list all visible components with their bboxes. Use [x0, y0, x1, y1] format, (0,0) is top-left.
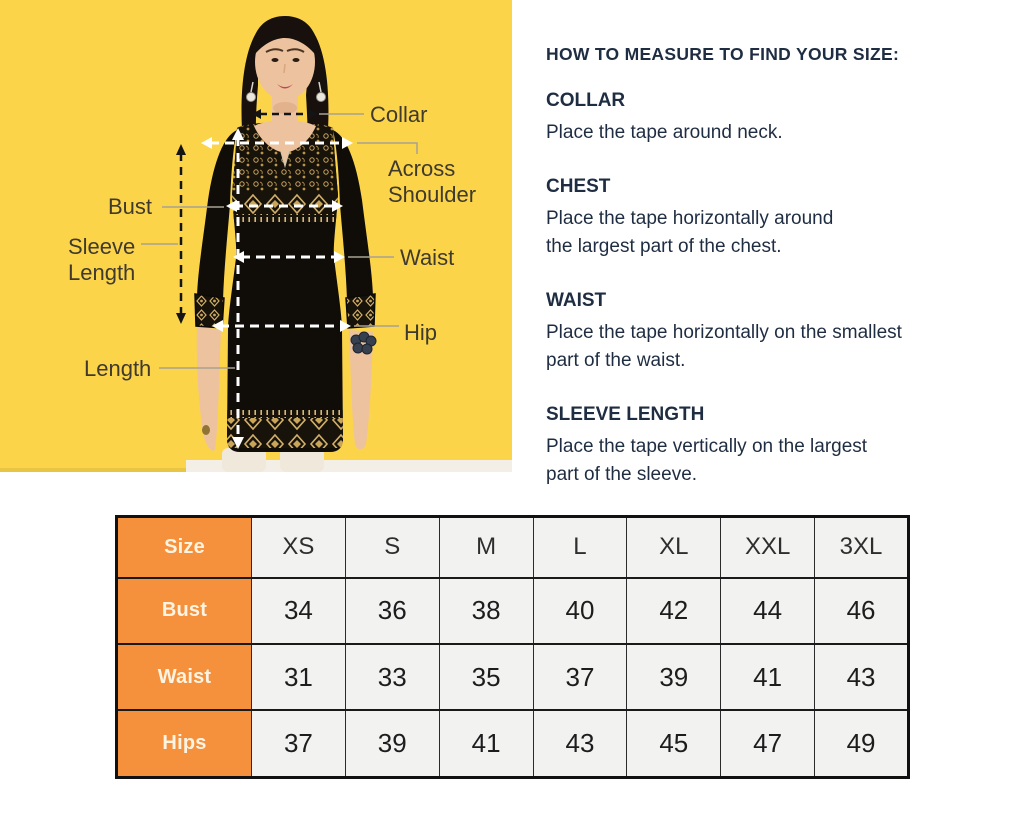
- measurement-diagram-panel: [0, 0, 512, 472]
- nose: [284, 64, 285, 73]
- sleeve-cuff: [346, 294, 375, 328]
- section-text: part of the sleeve.: [546, 464, 698, 485]
- ring: [202, 425, 210, 435]
- measurement-value: 42: [627, 578, 721, 644]
- measurement-value: 44: [721, 578, 815, 644]
- sleeve-length-label-line2: Length: [68, 260, 136, 285]
- instruction-section-waist: [546, 290, 986, 375]
- section-heading: COLLAR: [546, 90, 626, 111]
- size-chart-row-hips: [117, 710, 909, 777]
- size-chart-corner-cell: Size: [117, 517, 252, 578]
- size-chart-table: [115, 515, 910, 779]
- size-chart-row-waist: [117, 644, 909, 710]
- size-column-header: S: [345, 517, 439, 578]
- measurement-value: 37: [533, 644, 627, 710]
- measurement-value: 38: [439, 578, 533, 644]
- size-chart-row-bust: [117, 578, 909, 644]
- section-text: Place the tape vertically on the largest: [546, 436, 868, 457]
- section-heading: WAIST: [546, 290, 607, 311]
- model-measurement-illustration: [0, 0, 512, 472]
- sleeve-length-label-line1: Sleeve: [68, 234, 136, 259]
- across-shoulder-label-line2: Shoulder: [388, 182, 477, 207]
- size-column-header: XS: [252, 517, 346, 578]
- measurement-value: 39: [345, 710, 439, 777]
- measurement-value: 34: [252, 578, 346, 644]
- row-label: Bust: [117, 578, 252, 644]
- measurement-value: 43: [815, 644, 909, 710]
- neck-shadow: [273, 102, 297, 114]
- eye: [293, 58, 300, 62]
- size-column-header: XXL: [721, 517, 815, 578]
- instruction-section-sleeve-length: [546, 404, 986, 489]
- eye: [272, 58, 279, 62]
- across-shoulder-label-line1: Across: [388, 156, 456, 181]
- measurement-value: 40: [533, 578, 627, 644]
- measurement-value: 39: [627, 644, 721, 710]
- kurti-band-edge: [220, 214, 352, 222]
- how-to-measure-title: HOW TO MEASURE TO FIND YOUR SIZE:: [546, 44, 900, 64]
- bust-label: Bust: [108, 194, 153, 219]
- waist-label: Waist: [400, 245, 455, 270]
- hip-label: Hip: [404, 320, 438, 345]
- measurement-value: 47: [721, 710, 815, 777]
- how-to-measure-panel: [546, 44, 986, 518]
- measurement-value: 36: [345, 578, 439, 644]
- size-column-header: M: [439, 517, 533, 578]
- size-column-header: XL: [627, 517, 721, 578]
- row-label: Hips: [117, 710, 252, 777]
- backdrop-bottom-shadow: [0, 468, 186, 472]
- section-heading: SLEEVE LENGTH: [546, 404, 705, 425]
- collar-label: Collar: [370, 102, 428, 127]
- section-text: part of the waist.: [546, 350, 686, 371]
- size-column-header: 3XL: [815, 517, 909, 578]
- section-heading: CHEST: [546, 176, 611, 197]
- measurement-value: 31: [252, 644, 346, 710]
- measurement-value: 45: [627, 710, 721, 777]
- measurement-value: 49: [815, 710, 909, 777]
- measurement-value: 37: [252, 710, 346, 777]
- section-text: the largest part of the chest.: [546, 236, 782, 257]
- size-chart: [115, 515, 910, 779]
- length-label: Length: [84, 356, 152, 381]
- measurement-value: 41: [721, 644, 815, 710]
- instruction-section-chest: [546, 176, 986, 261]
- section-text: Place the tape horizontally on the smallest: [546, 322, 902, 343]
- section-text: Place the tape horizontally around: [546, 208, 834, 229]
- measurement-value: 46: [815, 578, 909, 644]
- measurement-value: 33: [345, 644, 439, 710]
- measurement-value: 41: [439, 710, 533, 777]
- size-chart-header-row: [117, 517, 909, 578]
- measurement-value: 43: [533, 710, 627, 777]
- kurti-hem-edge: [220, 410, 352, 418]
- section-text: Place the tape around neck.: [546, 122, 783, 143]
- row-label: Waist: [117, 644, 252, 710]
- instruction-section-collar: [546, 90, 986, 147]
- measurement-value: 35: [439, 644, 533, 710]
- size-column-header: L: [533, 517, 627, 578]
